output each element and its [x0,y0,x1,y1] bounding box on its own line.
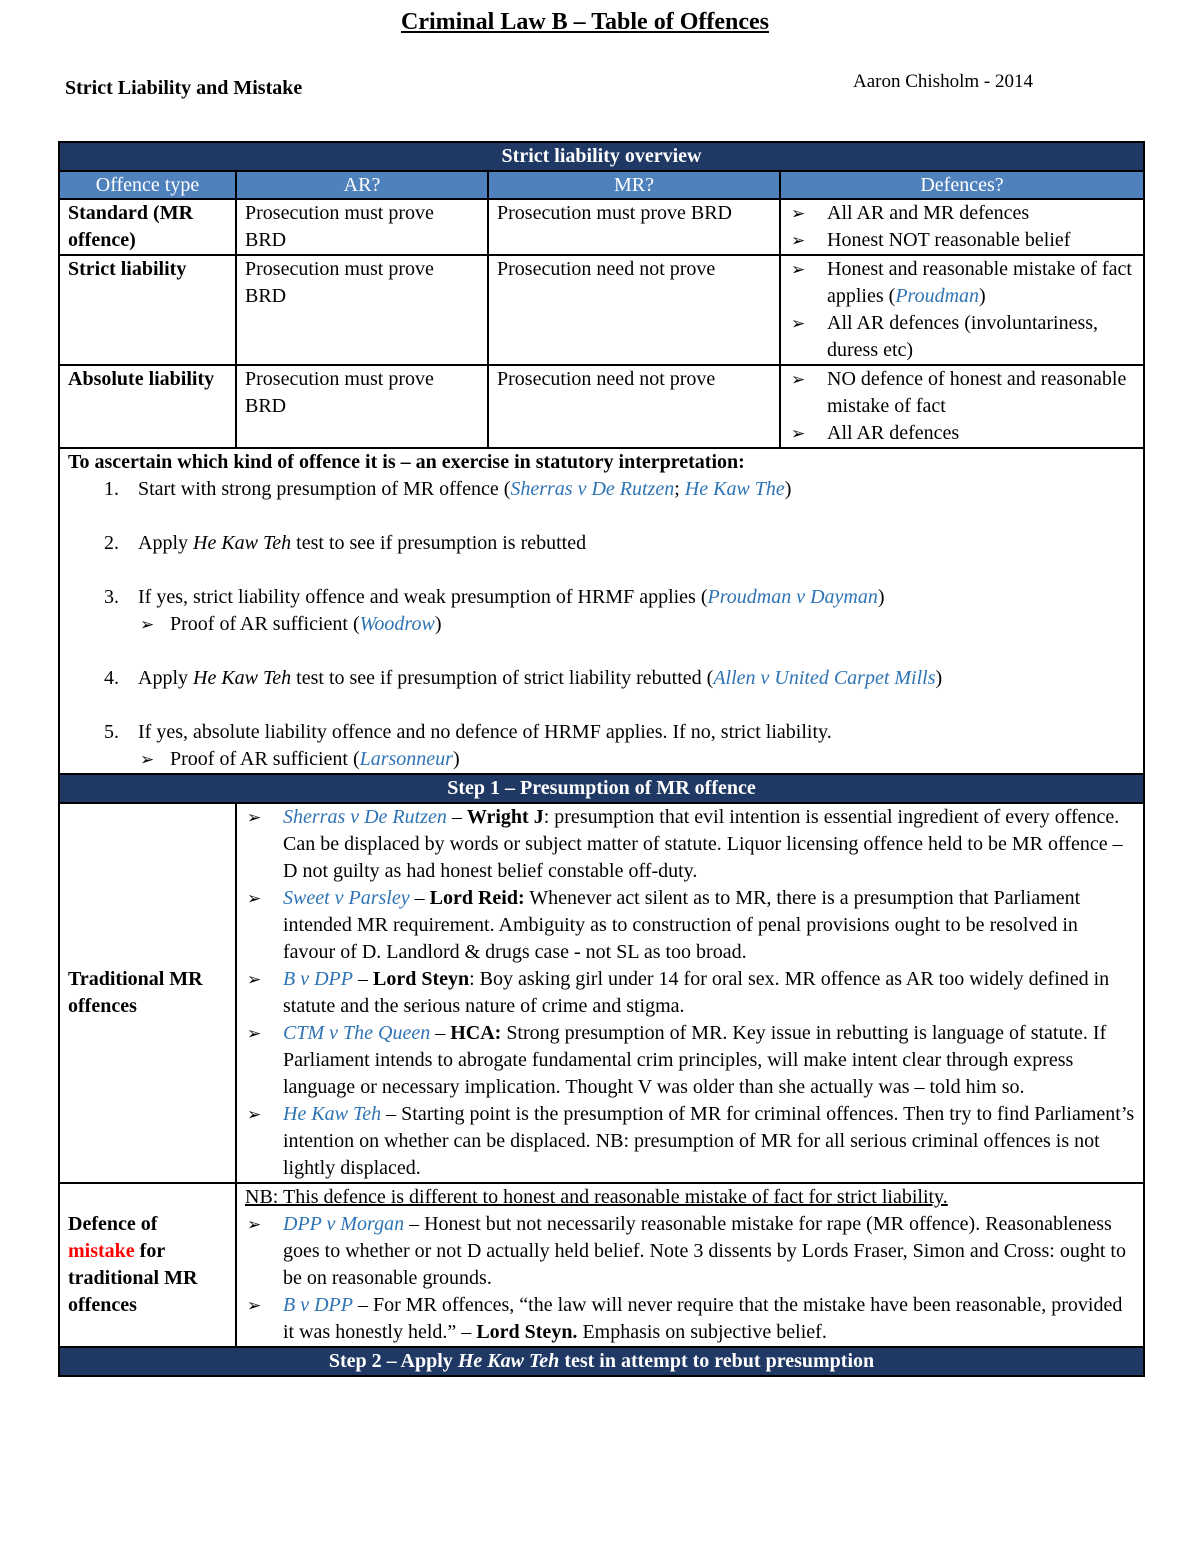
list-item: ➢ DPP v Morgan – Honest but not necessarily reasonable mistake for rape (MR offence). Reasonableness goes to whether or not D actually held belief. Note 3 dissents by Lords Fraser, Simon and Cross: ought to be on reasonable grounds. [247,1213,1126,1289]
ar-cell: Prosecution must prove BRD [236,199,488,255]
mistake-defence-cases [236,1183,1144,1347]
step2-banner: Step 2 – Apply He Kaw Teh test in attempt to rebut presumption [59,1347,1144,1376]
offence-type-cell: Standard (MR offence) [59,199,236,255]
offences-table [58,141,1145,1377]
table-row [59,199,1144,255]
column-header-ar: AR? [236,171,488,199]
column-header-offence-type: Offence type [59,171,236,199]
list-item: ➢ All AR defences (involuntariness, duress etc) [791,312,1099,361]
arrow-bullet-icon: ➢ [247,1296,262,1315]
offence-type-cell: Strict liability [59,255,236,365]
arrow-bullet-icon: ➢ [247,889,262,908]
list-item: ➢ CTM v The Queen – HCA: Strong presumption of MR. Key issue in rebutting is language of statute. If Parliament intends to abrogate fundamental crim principles, will make intent clear through express language or necessary implication. Thought V was older than she actually was – told him so. [247,1022,1107,1098]
arrow-bullet-icon: ➢ [791,314,806,333]
step1-banner: Step 1 – Presumption of MR offence [59,774,1144,803]
document-subtitle: Strict Liability and Mistake [65,77,303,99]
list-item: ➢ B v DPP – For MR offences, “the law will never require that the mistake have been reasonable, provided it was honestly held.” – Lord Steyn. Emphasis on subjective belief. [247,1294,1123,1343]
table-row [59,803,1144,1183]
list-item: ➢ B v DPP – Lord Steyn: Boy asking girl under 14 for oral sex. MR offence as AR too widely defined in statute and the serious nature of crime and stigma. [247,968,1110,1017]
arrow-bullet-icon: ➢ [791,260,806,279]
arrow-bullet-icon: ➢ [247,1105,262,1124]
arrow-bullet-icon: ➢ [140,750,155,769]
list-item: ➢ He Kaw Teh – Starting point is the presumption of MR for criminal offences. Then try to find Parliament’s intention on whether can be displaced. NB: presumption of MR for all serious criminal offences is not lightly displaced. [247,1103,1135,1179]
document-title: Criminal Law B – Table of Offences [400,9,769,35]
column-header-defences: Defences? [780,171,1144,199]
defences-cell [780,199,1144,255]
arrow-bullet-icon: ➢ [791,231,806,250]
defences-cell [780,255,1144,365]
arrow-bullet-icon: ➢ [247,1024,262,1043]
list-item: ➢ Sherras v De Rutzen – Wright J: presumption that evil intention is essential ingredient of every offence. Can be displaced by words or subject matter of statute. Liquor licensing offence held to be MR offence – D not guilty as had honest belief constable off-duty. [247,806,1123,882]
mistake-defence-label: Defence of mistake for traditional MR offences [59,1183,236,1347]
list-item: 5. If yes, absolute liability offence and no defence of HRMF applies. If no, strict liability. [104,721,832,743]
traditional-mr-label: Traditional MR offences [59,803,236,1183]
interpretation-heading: To ascertain which kind of offence it is – an exercise in statutory interpretation: [68,451,745,473]
arrow-bullet-icon: ➢ [791,424,806,443]
mr-cell: Prosecution need not prove [488,255,780,365]
traditional-mr-cases [236,803,1144,1183]
list-item: ➢ Sweet v Parsley – Lord Reid: Whenever act silent as to MR, there is a presumption that Parliament intended MR requirement. Ambiguity as to construction of penal provisions ought to be resolved in favour of D. Landlord & drugs case - not SL as too broad. [247,887,1081,963]
defences-cell [780,365,1144,448]
list-item: ➢ Proof of AR sufficient (Woodrow) [138,611,1135,638]
arrow-bullet-icon: ➢ [791,204,806,223]
offence-type-cell: Absolute liability [59,365,236,448]
table-row [59,448,1144,774]
list-item: ➢ Honest and reasonable mistake of fact applies (Proudman) [791,258,1132,307]
arrow-bullet-icon: ➢ [140,615,155,634]
interpretation-steps-cell [59,448,1144,774]
list-item: ➢ NO defence of honest and reasonable mistake of fact [791,368,1127,417]
mr-cell: Prosecution must prove BRD [488,199,780,255]
list-item: 4. Apply He Kaw Teh test to see if presumption of strict liability rebutted (Allen v United Carpet Mills) [104,667,943,689]
table-row [59,365,1144,448]
list-item: 1. Start with strong presumption of MR offence (Sherras v De Rutzen; He Kaw The) [104,478,792,500]
arrow-bullet-icon: ➢ [247,1215,262,1234]
list-item: ➢ Proof of AR sufficient (Larsonneur) [138,746,1135,773]
arrow-bullet-icon: ➢ [791,370,806,389]
list-item: 3. If yes, strict liability offence and weak presumption of HRMF applies (Proudman v Dayman) [104,586,885,608]
mistake-note: NB: This defence is different to honest and reasonable mistake of fact for strict liability. [245,1186,948,1208]
interpretation-steps [68,476,1135,611]
ar-cell: Prosecution must prove BRD [236,255,488,365]
table-row [59,255,1144,365]
list-item: ➢ All AR defences [789,420,1135,447]
mr-cell: Prosecution need not prove [488,365,780,448]
list-item: 2. Apply He Kaw Teh test to see if presumption is rebutted [104,532,587,554]
arrow-bullet-icon: ➢ [247,970,262,989]
column-header-mr: MR? [488,171,780,199]
table-row [59,1183,1144,1347]
overview-banner: Strict liability overview [59,142,1144,171]
ar-cell: Prosecution must prove BRD [236,365,488,448]
arrow-bullet-icon: ➢ [247,808,262,827]
list-item: ➢ All AR and MR defences [789,200,1135,227]
author-line: Aaron Chisholm - 2014 [853,71,1033,92]
list-item: ➢ Honest NOT reasonable belief [789,227,1135,254]
